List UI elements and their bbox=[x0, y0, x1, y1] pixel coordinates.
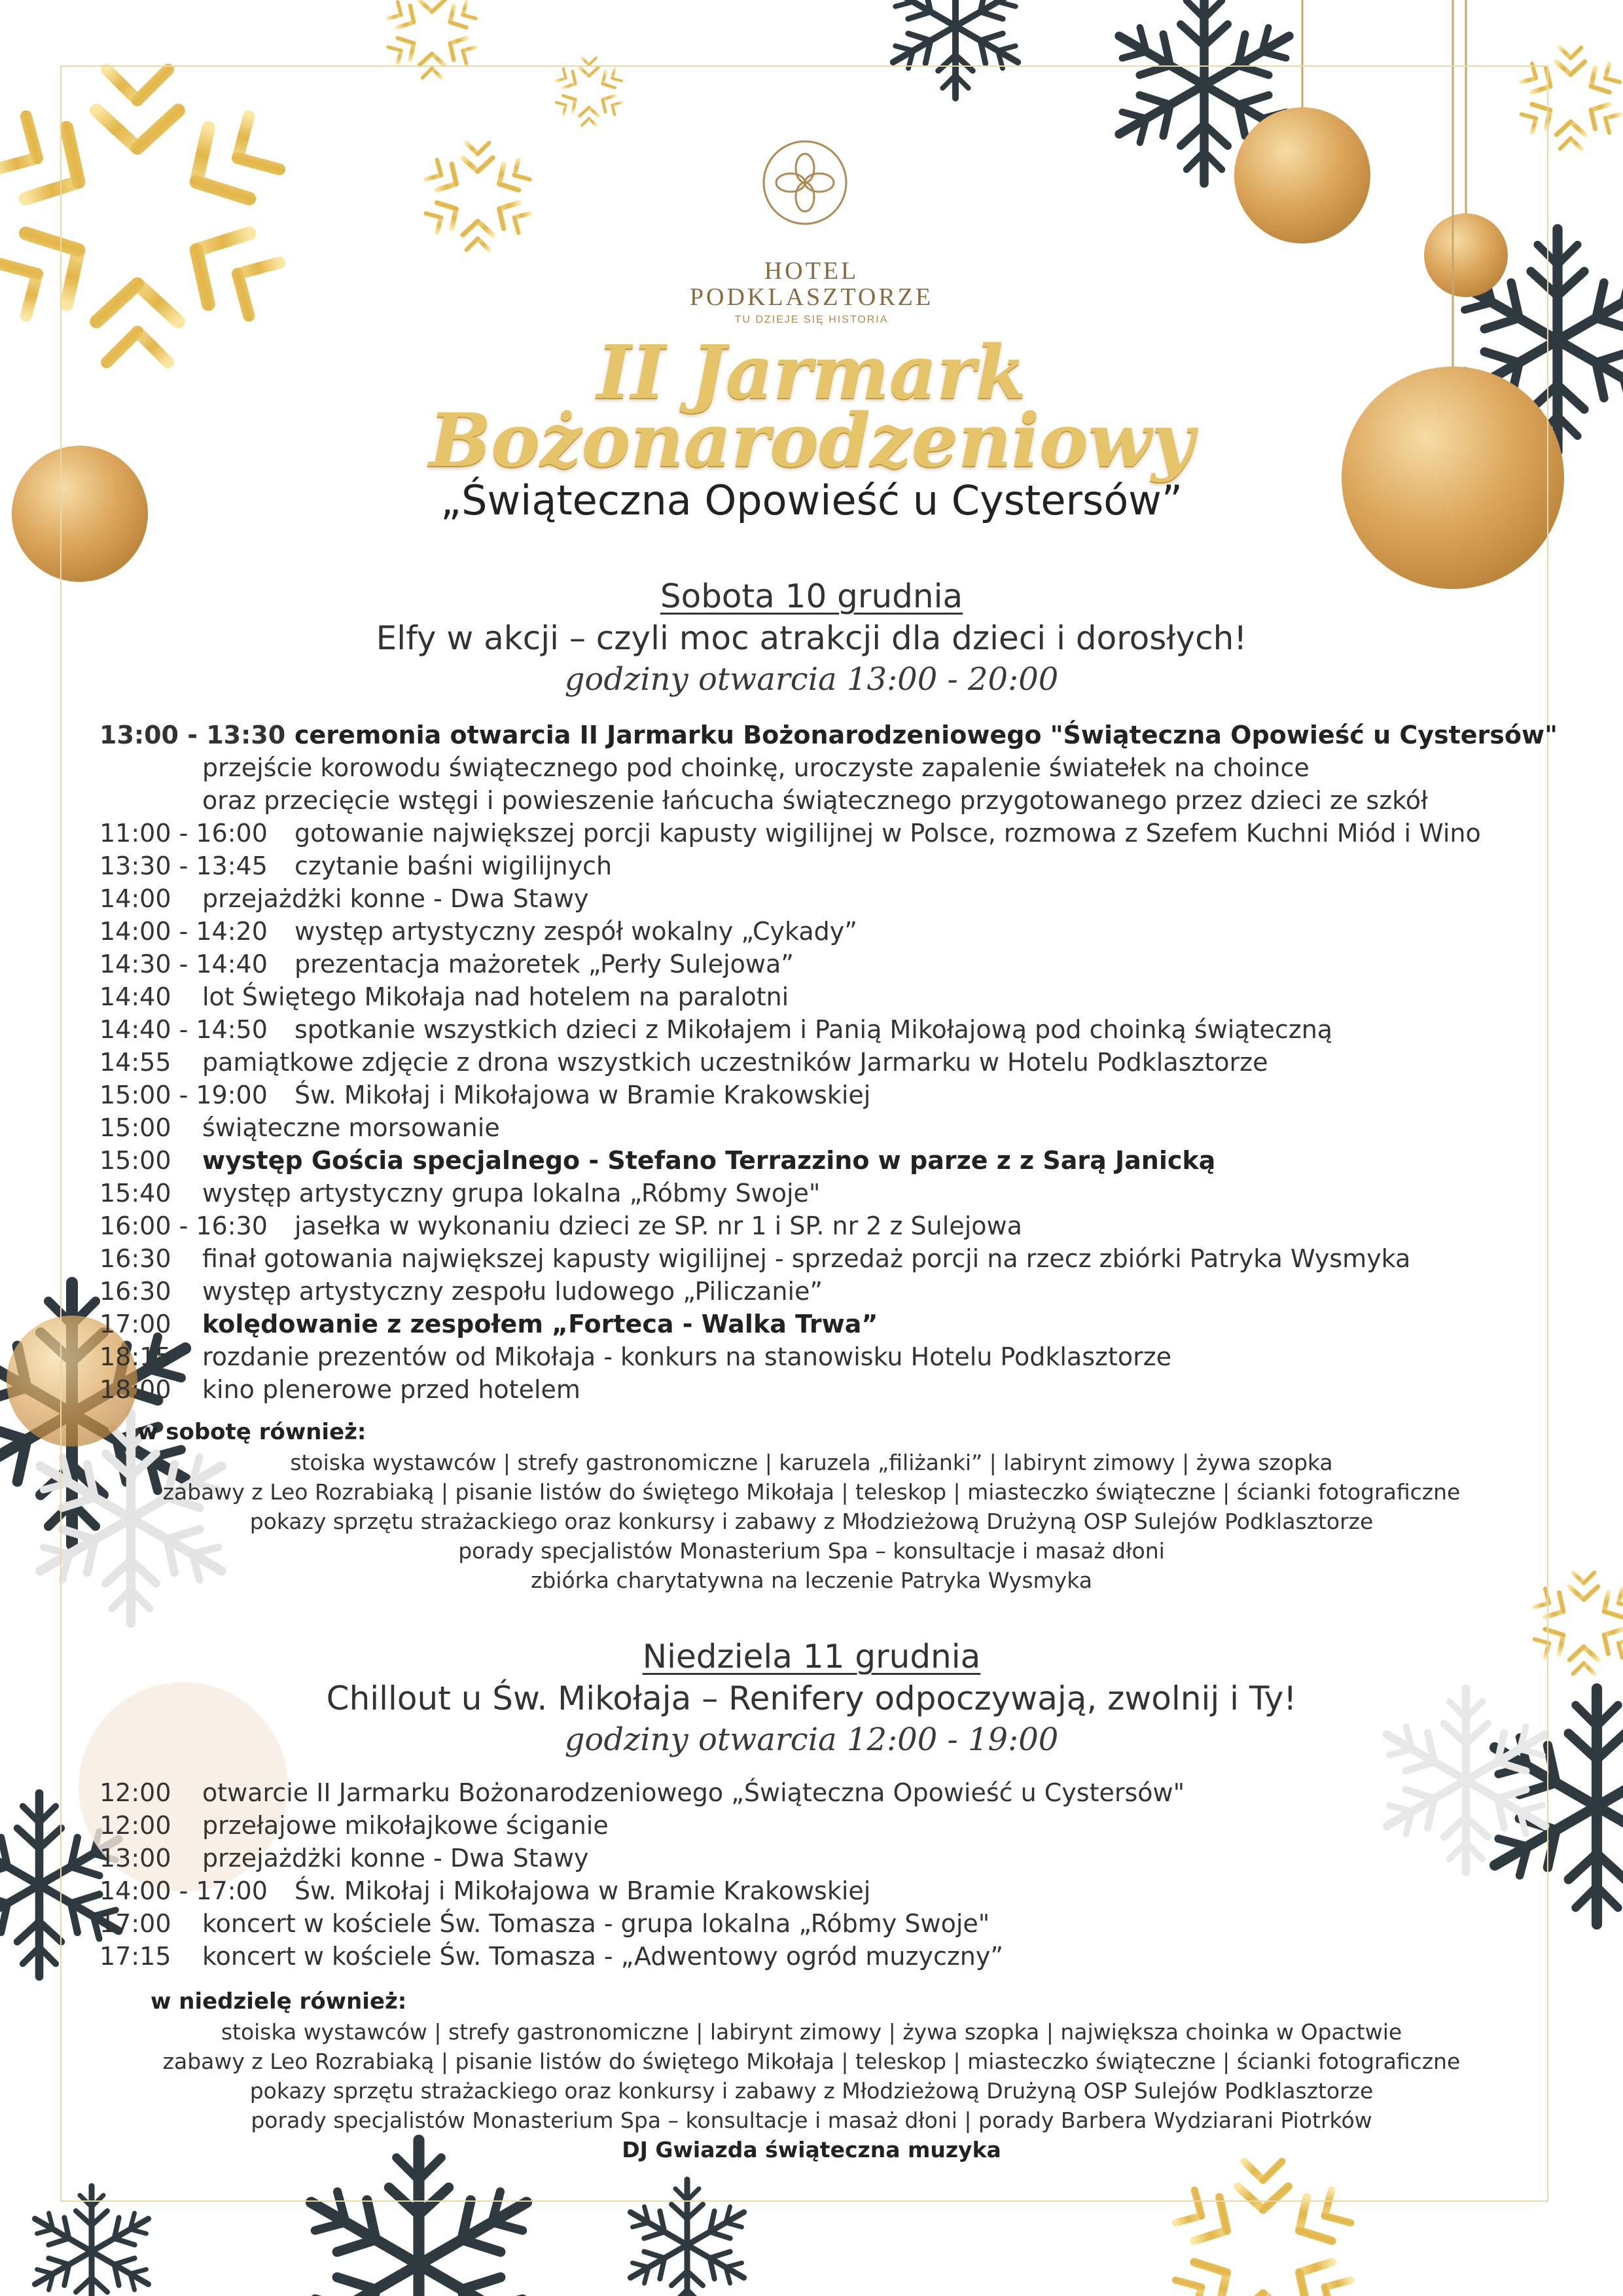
hotel-logo-icon bbox=[761, 139, 849, 226]
hotel-name-line1: HOTEL bbox=[764, 257, 859, 285]
schedule-row bbox=[99, 1210, 1507, 1242]
schedule-desc: finał gotowania największej kapusty wigilijnej - sprzedaż porcji na rzecz zbiórki Patryka Wysmyka bbox=[202, 1244, 1411, 1273]
schedule-row bbox=[99, 1079, 1507, 1111]
also-line: zabawy z Leo Rozrabiaką | pisanie listów do świętego Mikołaja | teleskop | miasteczko świąteczne | ścianki fotograficzne bbox=[162, 1479, 1461, 1505]
schedule-time: 18:15 bbox=[99, 1342, 171, 1371]
schedule-row bbox=[99, 980, 1507, 1013]
hotel-name bbox=[615, 258, 1008, 310]
schedule-time: 16:30 bbox=[99, 1277, 171, 1306]
schedule-row bbox=[99, 1340, 1507, 1373]
saturday-items bbox=[99, 817, 1507, 1406]
schedule-row bbox=[99, 1874, 1507, 1907]
schedule-time: 17:00 bbox=[99, 1310, 171, 1338]
schedule-desc: prezentacja mażoretek „Perły Sulejowa” bbox=[294, 950, 794, 978]
schedule-desc: koncert w kościele Św. Tomasza - „Adwentowy ogród muzyczny” bbox=[202, 1942, 1004, 1971]
saturday-schedule bbox=[99, 719, 1558, 1406]
schedule-time: 14:00 bbox=[99, 884, 171, 913]
schedule-row bbox=[99, 1177, 1507, 1210]
also-line: stoiska wystawców | strefy gastronomiczne | labirynt zimowy | żywa szopka | największa choinka w Opactwie bbox=[221, 2019, 1402, 2045]
schedule-row bbox=[99, 1144, 1507, 1177]
event-title-line1: II Jarmark bbox=[596, 330, 1027, 416]
schedule-row bbox=[99, 719, 1558, 751]
schedule-desc: lot Świętego Mikołaja nad hotelem na paralotni bbox=[202, 982, 789, 1011]
schedule-time: 17:15 bbox=[99, 1942, 171, 1971]
schedule-desc: koncert w kościele Św. Tomasza - grupa lokalna „Róbmy Swoje" bbox=[202, 1909, 990, 1938]
schedule-desc: występ artystyczny grupa lokalna „Róbmy Swoje" bbox=[202, 1179, 821, 1208]
schedule-desc-continued: oraz przecięcie wstęgi i powieszenie łańcucha świątecznego przygotowanego przez dzieci ze szkół bbox=[202, 786, 1428, 815]
also-line: porady specjalistów Monasterium Spa – konsultacje i masaż dłoni bbox=[458, 1538, 1165, 1564]
schedule-row bbox=[99, 1373, 1507, 1406]
schedule-time: 11:00 - 16:00 bbox=[99, 819, 268, 848]
event-title bbox=[419, 330, 1204, 484]
schedule-time: 12:00 bbox=[99, 1811, 171, 1840]
schedule-desc: spotkanie wszystkich dzieci z Mikołajem i Panią Mikołajową pod choinką świąteczną bbox=[294, 1015, 1333, 1044]
schedule-desc: kino plenerowe przed hotelem bbox=[202, 1375, 580, 1404]
schedule-desc: pamiątkowe zdjęcie z drona wszystkich uczestników Jarmarku w Hotelu Podklasztorze bbox=[202, 1048, 1268, 1077]
schedule-desc: gotowanie największej porcji kapusty wigilijnej w Polsce, rozmowa z Szefem Kuchni Miód i Wino bbox=[294, 819, 1481, 848]
sunday-also-lines bbox=[0, 2017, 1623, 2164]
schedule-time: 15:00 bbox=[99, 1146, 171, 1175]
schedule-row bbox=[99, 1013, 1507, 1046]
schedule-time: 15:40 bbox=[99, 1179, 171, 1208]
schedule-row bbox=[99, 850, 1507, 882]
schedule-time: 14:40 - 14:50 bbox=[99, 1015, 268, 1044]
schedule-time: 13:00 - 13:30 bbox=[99, 721, 286, 749]
schedule-row bbox=[99, 1776, 1507, 1809]
also-line: zbiórka charytatywna na leczenie Patryka Wysmyka bbox=[531, 1568, 1092, 1593]
schedule-desc: występ Gościa specjalnego - Stefano Terrazzino w parze z z Sarą Janicką bbox=[202, 1146, 1216, 1175]
sunday-schedule bbox=[99, 1776, 1507, 1973]
saturday-motto: Elfy w akcji – czyli moc atrakcji dla dzieci i dorosłych! bbox=[376, 619, 1247, 657]
event-subtitle: „Świąteczna Opowieść u Cystersów” bbox=[440, 476, 1183, 524]
hotel-tagline: TU DZIEJE SIĘ HISTORIA bbox=[734, 314, 889, 325]
schedule-row bbox=[99, 1046, 1507, 1079]
schedule-time: 14:30 - 14:40 bbox=[99, 950, 268, 978]
schedule-desc: występ artystyczny zespół wokalny „Cykady” bbox=[294, 917, 857, 946]
schedule-time: 15:00 bbox=[99, 1113, 171, 1142]
schedule-time: 16:30 bbox=[99, 1244, 171, 1273]
sunday-day: Niedziela 11 grudnia bbox=[642, 1638, 981, 1676]
event-title-line2: Bożonarodzeniowy bbox=[429, 398, 1194, 484]
sunday-also-label: w niedzielę również: bbox=[151, 1988, 407, 2015]
also-line: zabawy z Leo Rozrabiaką | pisanie listów do świętego Mikołaja | teleskop | miasteczko świąteczne | ścianki fotograficzne bbox=[162, 2049, 1461, 2074]
schedule-desc: czytanie baśni wigilijnych bbox=[294, 852, 613, 880]
schedule-row bbox=[99, 1308, 1507, 1340]
schedule-time: 12:00 bbox=[99, 1778, 171, 1807]
schedule-row bbox=[99, 1940, 1507, 1973]
schedule-time: 14:00 - 14:20 bbox=[99, 917, 268, 946]
also-line: DJ Gwiazda świąteczna muzyka bbox=[622, 2137, 1001, 2162]
saturday-header bbox=[0, 577, 1623, 698]
schedule-row bbox=[99, 1842, 1507, 1874]
schedule-desc: Św. Mikołaj i Mikołajowa w Bramie Krakowskiej bbox=[294, 1081, 871, 1109]
schedule-time: 14:00 - 17:00 bbox=[99, 1876, 268, 1905]
schedule-desc-continued: przejście korowodu świątecznego pod choinkę, uroczyste zapalenie światełek na choince bbox=[202, 753, 1310, 782]
schedule-desc: kolędowanie z zespołem „Forteca - Walka Trwa” bbox=[202, 1310, 878, 1338]
schedule-time: 14:55 bbox=[99, 1048, 171, 1077]
schedule-row bbox=[99, 817, 1507, 850]
schedule-desc: rozdanie prezentów od Mikołaja - konkurs na stanowisku Hotelu Podklasztorze bbox=[202, 1342, 1172, 1371]
saturday-day: Sobota 10 grudnia bbox=[660, 577, 963, 615]
schedule-row bbox=[99, 1907, 1507, 1940]
schedule-row bbox=[99, 915, 1507, 948]
schedule-desc: przejażdżki konne - Dwa Stawy bbox=[202, 884, 589, 913]
hotel-name-line2: PODKLASZTORZE bbox=[689, 283, 934, 311]
saturday-also-lines bbox=[0, 1448, 1623, 1595]
schedule-time: 13:30 - 13:45 bbox=[99, 852, 268, 880]
schedule-time: 18:00 bbox=[99, 1375, 171, 1404]
sunday-motto: Chillout u Św. Mikołaja – Renifery odpoczywają, zwolnij i Ty! bbox=[326, 1679, 1297, 1717]
also-line: pokazy sprzętu strażackiego oraz konkursy i zabawy z Młodzieżową Drużyną OSP Sulejów Podklasztorze bbox=[249, 2078, 1374, 2104]
schedule-desc: świąteczne morsowanie bbox=[202, 1113, 500, 1142]
schedule-row bbox=[99, 1111, 1507, 1144]
also-line: pokazy sprzętu strażackiego oraz konkursy i zabawy z Młodzieżową Drużyną OSP Sulejów Podklasztorze bbox=[249, 1509, 1374, 1534]
schedule-row bbox=[99, 882, 1507, 915]
schedule-time: 17:00 bbox=[99, 1909, 171, 1938]
sunday-header bbox=[0, 1638, 1623, 1758]
saturday-hours: godziny otwarcia 13:00 - 20:00 bbox=[564, 661, 1059, 698]
schedule-row bbox=[99, 948, 1507, 980]
schedule-time: 16:00 - 16:30 bbox=[99, 1211, 268, 1240]
schedule-time: 13:00 bbox=[99, 1844, 171, 1873]
sunday-items bbox=[99, 1776, 1507, 1973]
saturday-also-label: w sobotę również: bbox=[137, 1419, 366, 1445]
schedule-time: 15:00 - 19:00 bbox=[99, 1081, 268, 1109]
schedule-desc: przejażdżki konne - Dwa Stawy bbox=[202, 1844, 589, 1873]
schedule-row bbox=[99, 1809, 1507, 1842]
schedule-row bbox=[99, 1275, 1507, 1308]
schedule-desc: otwarcie II Jarmarku Bożonarodzeniowego „Świąteczna Opowieść u Cystersów" bbox=[202, 1778, 1185, 1807]
schedule-row bbox=[99, 1242, 1507, 1275]
also-line: stoiska wystawców | strefy gastronomiczne | karuzela „filiżanki” | labirynt zimowy | żywa szopka bbox=[290, 1450, 1333, 1475]
schedule-desc: ceremonia otwarcia II Jarmarku Bożonarodzeniowego "Świąteczna Opowieść u Cystersów" bbox=[294, 721, 1558, 749]
schedule-desc: przełajowe mikołajkowe ściganie bbox=[202, 1811, 609, 1840]
sunday-hours: godziny otwarcia 12:00 - 19:00 bbox=[564, 1721, 1059, 1758]
schedule-desc: jasełka w wykonaniu dzieci ze SP. nr 1 i SP. nr 2 z Sulejowa bbox=[294, 1211, 1022, 1240]
schedule-desc: występ artystyczny zespołu ludowego „Piliczanie” bbox=[202, 1277, 823, 1306]
schedule-desc: Św. Mikołaj i Mikołajowa w Bramie Krakowskiej bbox=[294, 1876, 871, 1905]
also-line: porady specjalistów Monasterium Spa – konsultacje i masaż dłoni | porady Barbera Wydziarani Piotrków bbox=[251, 2108, 1372, 2133]
schedule-time: 14:40 bbox=[99, 982, 171, 1011]
